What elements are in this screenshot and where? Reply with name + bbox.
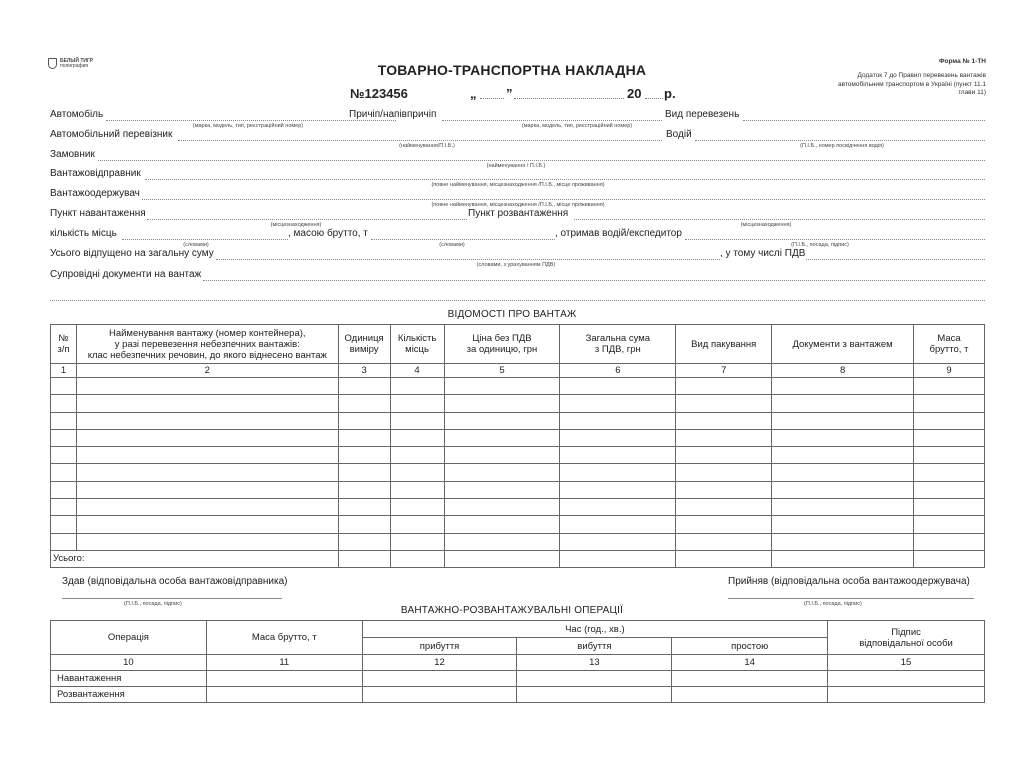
operations-header-row <box>51 621 985 638</box>
table-cell[interactable] <box>390 481 444 498</box>
table-cell[interactable] <box>444 429 560 446</box>
table-cell[interactable] <box>76 447 338 464</box>
cargo-col-header <box>76 325 338 364</box>
cargo-header-row <box>51 325 985 364</box>
gross-mass-label: , масою брутто, т <box>288 228 368 239</box>
table-cell[interactable] <box>676 481 772 498</box>
header-text: Найменування вантажу (номер контейнера), у разі перевезення небезпечних вантажів: клас небезпечних речовин, до якого віднесено вантаж <box>87 327 327 361</box>
trailer-field[interactable] <box>442 120 662 121</box>
driver-label: Водій <box>666 129 692 140</box>
cargo-col-header <box>444 325 560 364</box>
table-cell[interactable] <box>560 464 676 481</box>
received-by-hint: (П.І.Б., посада, підпис) <box>791 242 849 248</box>
cargo-table <box>50 324 985 568</box>
form-number: Форма № 1-ТН <box>938 58 986 65</box>
table-cell[interactable] <box>444 550 560 567</box>
table-cell[interactable] <box>914 464 985 481</box>
docs-row <box>50 269 985 289</box>
table-cell[interactable] <box>206 687 362 703</box>
table-cell[interactable] <box>676 412 772 429</box>
docs-row-2 <box>50 289 985 309</box>
operations-section-title: ВАНТАЖНО-РОЗВАНТАЖУВАЛЬНІ ОПЕРАЦІЇ <box>400 605 624 616</box>
table-cell[interactable] <box>676 378 772 395</box>
column-number: 6 <box>560 364 676 378</box>
column-number: 9 <box>914 364 985 378</box>
header-text: Документи з вантажем <box>792 338 893 350</box>
document-title: ТОВАРНО-ТРАНСПОРТНА НАКЛАДНА <box>377 62 647 78</box>
table-cell[interactable] <box>444 464 560 481</box>
table-cell[interactable] <box>560 378 676 395</box>
shipper-label: Вантажовідправник <box>50 168 141 179</box>
table-cell[interactable] <box>338 481 390 498</box>
operations-table <box>50 620 985 703</box>
cargo-number-row <box>51 364 985 378</box>
table-cell[interactable] <box>772 378 914 395</box>
loading-point-hint: (місцезнаходження) <box>270 222 322 228</box>
shipper-hint: (повне найменування, місцезнаходження /П.І.Б., місце проживання) <box>431 182 605 188</box>
table-row <box>51 516 985 533</box>
received-by-label: , отримав водій/експедитор <box>555 228 682 239</box>
places-row <box>50 228 985 248</box>
docs-field[interactable] <box>203 280 985 281</box>
col-mass: Маса брутто, т <box>206 621 362 655</box>
table-cell[interactable] <box>672 687 828 703</box>
table-cell[interactable] <box>338 550 390 567</box>
table-cell[interactable] <box>51 499 77 516</box>
table-cell[interactable] <box>51 447 77 464</box>
vat-label: , у тому числі ПДВ <box>720 248 806 259</box>
table-cell[interactable] <box>517 687 672 703</box>
cargo-col-header <box>772 325 914 364</box>
month-field[interactable] <box>514 98 624 99</box>
table-cell[interactable] <box>772 550 914 567</box>
table-cell[interactable] <box>338 447 390 464</box>
customer-hint: (найменування / П.І.Б.) <box>486 163 546 169</box>
year-field[interactable] <box>645 98 663 99</box>
table-cell[interactable] <box>828 671 985 687</box>
column-number: 3 <box>338 364 390 378</box>
table-cell[interactable] <box>772 447 914 464</box>
table-cell[interactable] <box>560 395 676 412</box>
table-cell[interactable] <box>51 378 77 395</box>
cargo-total-label: Усього: <box>51 550 339 567</box>
column-number: 12 <box>362 655 517 671</box>
cargo-section-title: ВІДОМОСТІ ПРО ВАНТАЖ <box>447 309 577 320</box>
table-cell[interactable] <box>338 499 390 516</box>
column-number: 4 <box>390 364 444 378</box>
total-sum-label: Усього відпущено на загальну суму <box>50 248 214 259</box>
table-cell[interactable] <box>51 516 77 533</box>
handed-over-signature-field[interactable] <box>62 598 282 599</box>
table-cell[interactable] <box>560 499 676 516</box>
loading-point-label: Пункт навантаження <box>50 208 146 219</box>
unloading-operation-row <box>51 687 985 703</box>
table-cell[interactable] <box>76 481 338 498</box>
day-field[interactable] <box>480 98 504 99</box>
table-cell[interactable] <box>76 378 338 395</box>
vehicle-row <box>50 109 985 129</box>
places-count-field[interactable] <box>122 239 288 240</box>
table-cell[interactable] <box>76 499 338 516</box>
vehicle-field[interactable] <box>106 120 396 121</box>
table-cell[interactable] <box>517 671 672 687</box>
gross-mass-hint: (словами) <box>439 242 465 248</box>
table-cell[interactable] <box>338 395 390 412</box>
transport-type-field[interactable] <box>743 120 985 121</box>
operations-number-row <box>51 655 985 671</box>
table-cell[interactable] <box>444 516 560 533</box>
table-cell[interactable] <box>76 516 338 533</box>
carrier-label: Автомобільний перевізник <box>50 129 173 140</box>
consignee-field[interactable] <box>142 199 985 200</box>
table-cell[interactable] <box>76 395 338 412</box>
table-cell[interactable] <box>560 447 676 464</box>
table-row <box>51 378 985 395</box>
table-cell[interactable] <box>338 516 390 533</box>
received-by-field[interactable] <box>685 239 985 240</box>
column-number: 15 <box>828 655 985 671</box>
table-cell[interactable] <box>914 378 985 395</box>
table-cell[interactable] <box>51 395 77 412</box>
column-number: 10 <box>51 655 207 671</box>
table-cell[interactable] <box>338 412 390 429</box>
table-cell[interactable] <box>676 550 772 567</box>
cargo-total-row <box>51 550 985 567</box>
accepted-hint: (П.І.Б., посада, підпис) <box>804 601 862 607</box>
docs-field-continued[interactable] <box>50 300 985 301</box>
table-cell[interactable] <box>772 464 914 481</box>
column-number: 2 <box>76 364 338 378</box>
table-cell[interactable] <box>444 412 560 429</box>
places-count-hint: (словами) <box>183 242 209 248</box>
places-count-label: кількість місць <box>50 228 117 239</box>
table-cell[interactable] <box>676 516 772 533</box>
table-cell[interactable] <box>390 533 444 550</box>
cargo-col-header <box>676 325 772 364</box>
table-cell[interactable] <box>444 499 560 516</box>
table-cell[interactable] <box>444 447 560 464</box>
table-cell[interactable] <box>676 499 772 516</box>
table-cell[interactable] <box>390 499 444 516</box>
consignee-row <box>50 188 985 208</box>
header-text: Одиниця виміру <box>344 333 384 355</box>
table-cell[interactable] <box>51 533 77 550</box>
table-cell[interactable] <box>676 429 772 446</box>
unloading-point-label: Пункт розвантаження <box>468 208 569 219</box>
cargo-col-header <box>51 325 77 364</box>
document-number: №123456 <box>350 86 408 101</box>
header-text: Загальна сума з ПДВ, грн <box>585 333 651 355</box>
driver-hint: (П.І.Б., номер посвідчення водія) <box>800 143 884 149</box>
table-cell[interactable] <box>772 533 914 550</box>
loading-row <box>50 208 985 228</box>
table-row <box>51 464 985 481</box>
table-cell[interactable] <box>390 447 444 464</box>
accepted-label: Прийняв (відповідальна особа вантажоодержувача) <box>728 576 970 587</box>
table-row <box>51 499 985 516</box>
table-cell[interactable] <box>390 395 444 412</box>
table-cell[interactable] <box>362 671 517 687</box>
table-row <box>51 447 985 464</box>
table-cell[interactable] <box>444 378 560 395</box>
column-number: 5 <box>444 364 560 378</box>
gross-mass-field[interactable] <box>371 239 555 240</box>
vehicle-hint: (марка, модель, тип, реєстраційний номер) <box>192 123 304 129</box>
col-idle: простою <box>672 638 828 655</box>
table-cell[interactable] <box>76 412 338 429</box>
table-cell[interactable] <box>914 516 985 533</box>
col-operation: Операція <box>51 621 207 655</box>
table-cell[interactable] <box>76 533 338 550</box>
carrier-hint: (найменування/П.І.Б.) <box>399 143 455 149</box>
shipper-field[interactable] <box>145 179 985 180</box>
document-number-line <box>0 86 1024 102</box>
table-cell[interactable] <box>206 671 362 687</box>
table-cell[interactable] <box>676 533 772 550</box>
quote-close: ” <box>506 86 513 101</box>
table-cell[interactable] <box>338 378 390 395</box>
year-suffix: р. <box>664 86 676 101</box>
unloading-point-hint: (місцезнаходження) <box>740 222 792 228</box>
table-cell[interactable] <box>51 481 77 498</box>
table-cell[interactable] <box>914 395 985 412</box>
table-cell[interactable] <box>672 671 828 687</box>
consignee-hint: (повне найменування, місцезнаходження /П.І.Б., місце проживання) <box>431 202 605 208</box>
column-number: 14 <box>672 655 828 671</box>
total-sum-hint: (словами, з урахуванням ПДВ) <box>476 262 556 268</box>
cargo-col-header <box>560 325 676 364</box>
table-cell[interactable] <box>914 412 985 429</box>
table-row <box>51 533 985 550</box>
table-cell[interactable] <box>362 687 517 703</box>
column-number: 1 <box>51 364 77 378</box>
header-text: Вид пакування <box>691 338 757 350</box>
vat-field[interactable] <box>806 259 985 260</box>
handed-over-hint: (П.І.Б., посада, підпис) <box>124 601 182 607</box>
table-cell[interactable] <box>914 447 985 464</box>
table-row <box>51 412 985 429</box>
header-text: № з/п <box>57 333 70 355</box>
table-cell[interactable] <box>390 516 444 533</box>
cargo-col-header <box>914 325 985 364</box>
table-cell[interactable] <box>772 516 914 533</box>
accepted-signature-field[interactable] <box>728 598 974 599</box>
table-cell[interactable] <box>390 550 444 567</box>
table-row <box>51 481 985 498</box>
table-cell[interactable] <box>914 550 985 567</box>
table-row <box>51 395 985 412</box>
year-prefix: 20 <box>627 86 642 101</box>
table-cell[interactable] <box>772 395 914 412</box>
table-cell[interactable] <box>338 429 390 446</box>
column-number: 7 <box>676 364 772 378</box>
col-arrival: прибуття <box>362 638 517 655</box>
table-cell[interactable] <box>51 429 77 446</box>
driver-field[interactable] <box>695 140 985 141</box>
table-cell[interactable] <box>914 481 985 498</box>
table-cell[interactable] <box>772 429 914 446</box>
customer-field[interactable] <box>98 160 985 161</box>
loading-operation-row <box>51 671 985 687</box>
carrier-row <box>50 129 985 149</box>
table-cell[interactable] <box>444 481 560 498</box>
loading-point-field[interactable] <box>147 219 467 220</box>
table-row <box>51 429 985 446</box>
table-cell[interactable] <box>676 395 772 412</box>
customer-label: Замовник <box>50 149 95 160</box>
table-cell[interactable] <box>914 429 985 446</box>
column-number: 11 <box>206 655 362 671</box>
table-cell[interactable] <box>560 516 676 533</box>
trailer-label: Причіп/напівпричіп <box>349 109 437 120</box>
operation-name: Навантаження <box>51 671 207 687</box>
col-departure: вибуття <box>517 638 672 655</box>
logo-line-2: полиграфия <box>60 62 89 69</box>
header-text: Підпис відповідальної особи <box>859 626 953 649</box>
col-time: Час (год., хв.) <box>362 621 827 638</box>
table-cell[interactable] <box>390 464 444 481</box>
table-cell[interactable] <box>772 481 914 498</box>
cargo-col-header <box>338 325 390 364</box>
table-cell[interactable] <box>390 429 444 446</box>
table-cell[interactable] <box>560 412 676 429</box>
unloading-point-field[interactable] <box>574 219 985 220</box>
table-cell[interactable] <box>390 412 444 429</box>
col-signature <box>828 621 985 655</box>
table-cell[interactable] <box>560 533 676 550</box>
table-cell[interactable] <box>76 464 338 481</box>
total-sum-field[interactable] <box>216 259 720 260</box>
table-cell[interactable] <box>444 395 560 412</box>
table-cell[interactable] <box>338 533 390 550</box>
table-cell[interactable] <box>51 412 77 429</box>
table-cell[interactable] <box>338 464 390 481</box>
table-cell[interactable] <box>560 481 676 498</box>
transport-type-label: Вид перевезень <box>665 109 740 120</box>
table-cell[interactable] <box>772 412 914 429</box>
quote-open: „ <box>470 86 477 101</box>
table-cell[interactable] <box>51 464 77 481</box>
table-cell[interactable] <box>560 550 676 567</box>
cargo-empty-rows <box>51 378 985 551</box>
table-cell[interactable] <box>390 378 444 395</box>
consignee-label: Вантажоодержувач <box>50 188 140 199</box>
table-cell[interactable] <box>444 533 560 550</box>
header-text: Ціна без ПДВ за одиницю, грн <box>466 333 538 355</box>
logo-line-1: БЕЛЫЙ ТИГР <box>60 57 94 64</box>
cargo-col-header <box>390 325 444 364</box>
table-cell[interactable] <box>914 533 985 550</box>
table-cell[interactable] <box>560 429 676 446</box>
vehicle-label: Автомобіль <box>50 109 104 120</box>
shipper-row <box>50 168 985 188</box>
form-note: Додаток 7 до Правил перевезень вантажів автомобільним транспортом в Україні (пункт 11.1 глави 11) <box>837 72 986 96</box>
table-cell[interactable] <box>828 687 985 703</box>
trailer-hint: (марка, модель, тип, реєстраційний номер) <box>521 123 633 129</box>
column-number: 8 <box>772 364 914 378</box>
header-text: Кількість місць <box>397 333 437 355</box>
table-cell[interactable] <box>914 499 985 516</box>
customer-row <box>50 149 985 169</box>
column-number: 13 <box>517 655 672 671</box>
carrier-field[interactable] <box>178 140 662 141</box>
total-sum-row <box>50 248 985 268</box>
operation-name: Розвантаження <box>51 687 207 703</box>
handed-over-label: Здав (відповідальна особа вантажовідправника) <box>62 576 288 587</box>
table-cell[interactable] <box>772 499 914 516</box>
table-cell[interactable] <box>676 447 772 464</box>
docs-label: Супровідні документи на вантаж <box>50 269 202 280</box>
header-text: Маса брутто, т <box>929 333 969 355</box>
table-cell[interactable] <box>76 429 338 446</box>
table-cell[interactable] <box>676 464 772 481</box>
